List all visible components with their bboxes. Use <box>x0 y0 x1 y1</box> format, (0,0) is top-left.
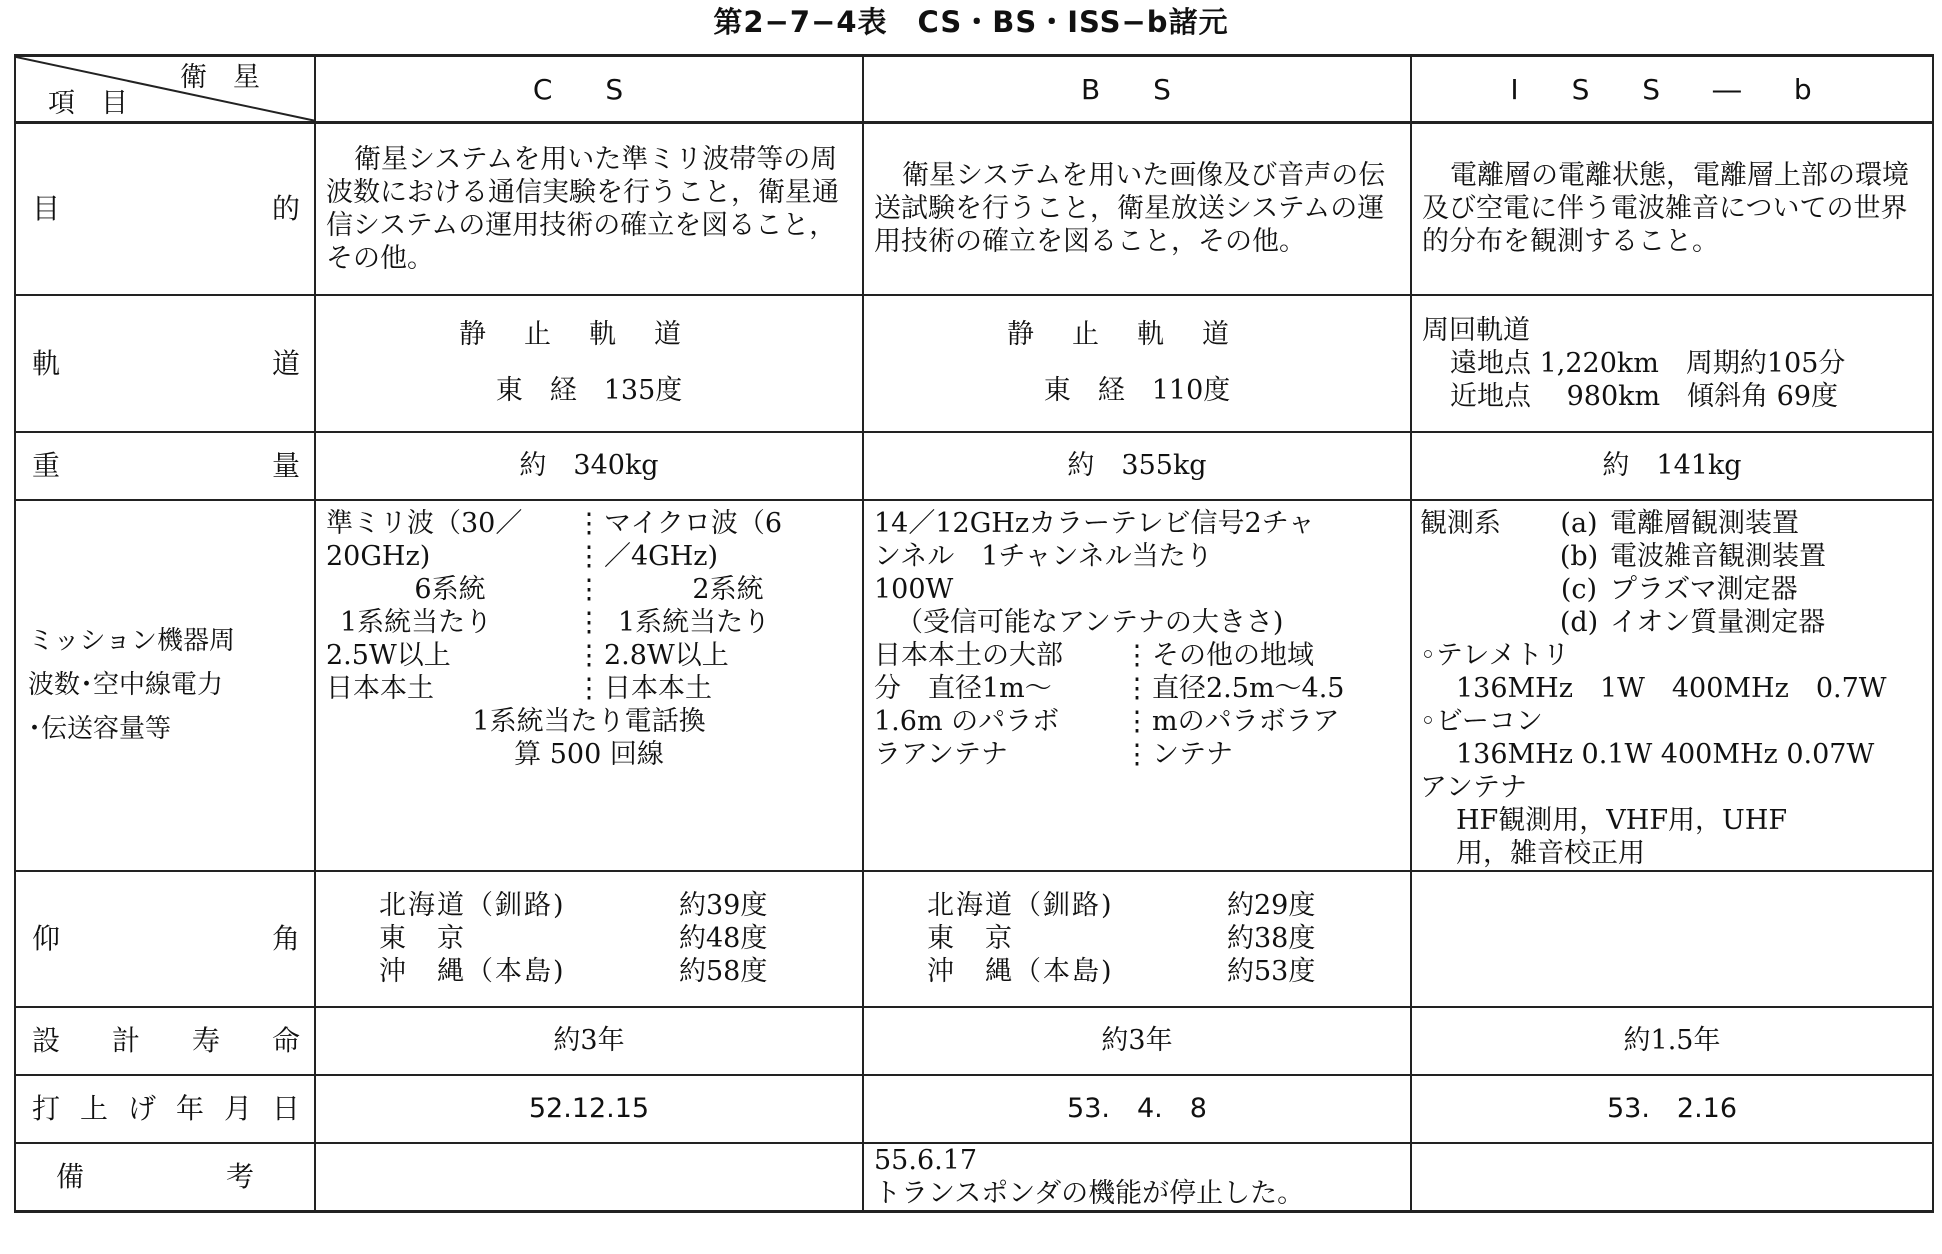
row-label-char: 設 <box>32 1024 61 1057</box>
row-lifetime <box>15 1007 1933 1075</box>
instrument-tag: (d) <box>1559 606 1599 638</box>
row-launch <box>15 1075 1933 1143</box>
header-row <box>15 56 1933 123</box>
instrument-name: プラズマ測定器 <box>1610 573 1798 605</box>
mission-text: 直径2.5m～4.5 <box>1152 672 1345 704</box>
row-remarks <box>15 1143 1933 1212</box>
row-label-elevation <box>15 871 315 1007</box>
row-label-char: 年 <box>175 1092 204 1125</box>
mission-text: 6系統 <box>414 573 486 605</box>
row-orbit <box>15 295 1933 432</box>
mission-text: 2.8W以上 <box>604 639 729 671</box>
obs-label: 観測系 <box>1420 507 1501 539</box>
row-label-char: 軌 <box>32 346 61 380</box>
instrument-tag: (b) <box>1559 540 1599 572</box>
table-title: 第2−7−4表 CS・BS・ISS−b諸元 <box>713 5 1229 39</box>
mission-text: その他の地域 <box>1152 639 1314 671</box>
row-weight <box>15 432 1933 500</box>
orbit-apogee: 遠地点 1,220km 周期約105分 <box>1450 347 1846 379</box>
mission-text: 分 直径1m～ <box>874 672 1052 704</box>
elevation-value: 約48度 <box>679 923 768 954</box>
row-label-mission <box>15 500 315 871</box>
cell-purpose-cs <box>315 123 863 295</box>
orbit-position: 東 経 110度 <box>1043 375 1231 406</box>
mission-text: 1系統当たり <box>340 606 493 638</box>
mission-text: 14／12GHzカラーテレビ信号2チャ <box>874 507 1315 539</box>
cell-purpose-bs <box>863 123 1411 295</box>
cell-remarks-bs <box>863 1143 1411 1212</box>
orbit-type: 周回軌道 <box>1422 314 1530 346</box>
row-label-orbit <box>15 295 315 432</box>
cell-orbit-iss <box>1411 295 1933 432</box>
orbit-type: 静止軌道 <box>459 319 719 350</box>
column-header-iss: I S S ― b <box>1411 56 1933 123</box>
mission-text: ンテナ <box>1152 738 1233 770</box>
mission-text: （受信可能なアンテナの大きさ) <box>896 606 1284 638</box>
mission-text: 算 500 回線 <box>514 738 664 770</box>
cell-launch-bs: 53. 4. 8 <box>863 1075 1411 1143</box>
orbit-type: 静止軌道 <box>1007 319 1267 350</box>
mission-text: 1系統当たり電話換 <box>472 705 706 737</box>
cell-orbit-cs <box>315 295 863 432</box>
row-mission <box>15 500 1933 871</box>
beacon-value: 136MHz 0.1W 400MHz 0.07W <box>1456 738 1875 770</box>
row-label-weight <box>15 432 315 500</box>
cell-launch-cs: 52.12.15 <box>315 1075 863 1143</box>
row-label-char: 的 <box>271 192 300 226</box>
row-label-remarks <box>15 1143 315 1212</box>
remarks-text: トランスポンダの機能が停止した。 <box>874 1177 1305 1209</box>
row-purpose <box>15 123 1933 295</box>
row-label-line: ･伝送容量等 <box>28 714 172 744</box>
cell-text: 衛星システムを用いた準ミリ波帯等の周波数における通信実験を行うこと，衛星通信システムの運用技術の確立を図ること，その他。 <box>326 143 839 274</box>
cell-lifetime-bs: 約3年 <box>863 1007 1411 1075</box>
cell-weight-iss: 約 141kg <box>1411 432 1933 500</box>
telemetry-value: 136MHz 1W 400MHz 0.7W <box>1456 672 1887 704</box>
row-label-purpose <box>15 123 315 295</box>
antenna-value: 用，雑音校正用 <box>1456 837 1645 869</box>
elevation-place: 東 京 <box>379 923 466 954</box>
beacon-label: ◦ビーコン <box>1420 705 1543 737</box>
antenna-value: HF観測用，VHF用，UHF <box>1456 804 1788 836</box>
cell-weight-bs: 約 355kg <box>863 432 1411 500</box>
mission-text: 日本本土 <box>326 672 434 704</box>
mission-text: 日本本土の大部 <box>874 639 1063 671</box>
row-label-char: 重 <box>32 449 61 482</box>
cell-launch-iss: 53. 2.16 <box>1411 1075 1933 1143</box>
row-label-char: 月 <box>223 1092 252 1125</box>
elevation-place: 沖 縄（本島) <box>927 956 1114 987</box>
column-separator: ⋮ ⋮ ⋮ ⋮ ⋮ ⋮ <box>575 507 603 704</box>
column-header-cs: C S <box>315 56 863 123</box>
cell-mission-iss <box>1411 500 1933 871</box>
row-label-launch <box>15 1075 315 1143</box>
mission-text: 100W <box>874 573 954 605</box>
row-label-char: げ <box>127 1092 156 1125</box>
row-label-char: 寿 <box>191 1024 220 1057</box>
elevation-value: 約58度 <box>679 956 768 987</box>
corner-cell <box>15 56 315 123</box>
cell-remarks-iss <box>1411 1143 1933 1212</box>
cell-orbit-bs <box>863 295 1411 432</box>
cell-elevation-cs <box>315 871 863 1007</box>
mission-text: 20GHz) <box>326 540 431 572</box>
mission-text: 準ミリ波（30／ <box>326 507 523 539</box>
instrument-name: 電波雑音観測装置 <box>1610 540 1826 572</box>
elevation-place: 東 京 <box>927 923 1014 954</box>
row-label-char: 備 <box>56 1160 85 1193</box>
remarks-date: 55.6.17 <box>874 1144 978 1176</box>
cell-purpose-iss <box>1411 123 1933 295</box>
elevation-value: 約38度 <box>1227 923 1316 954</box>
instrument-name: イオン質量測定器 <box>1610 606 1826 638</box>
mission-text: マイクロ波（6 <box>604 507 783 539</box>
row-label-char: 角 <box>271 922 300 955</box>
telemetry-label: ◦テレメトリ <box>1420 639 1570 671</box>
orbit-position: 東 経 135度 <box>495 375 683 406</box>
column-header-bs: B S <box>863 56 1411 123</box>
row-label-char: 命 <box>271 1024 300 1057</box>
mission-text: 2.5W以上 <box>326 639 451 671</box>
cell-lifetime-iss: 約1.5年 <box>1411 1007 1933 1075</box>
row-label-line: ミッション機器周 <box>28 626 235 656</box>
mission-text: ンネル 1チャンネル当たり <box>874 540 1213 572</box>
elevation-place: 北海道（釧路) <box>379 890 566 921</box>
cell-elevation-iss <box>1411 871 1933 1007</box>
mission-text: 1系統当たり <box>618 606 771 638</box>
elevation-place: 沖 縄（本島) <box>379 956 566 987</box>
cell-text: 電離層の電離状態，電離層上部の環境及び空電に伴う電波雑音についての世界的分布を観測すること。 <box>1422 160 1909 258</box>
instrument-name: 電離層観測装置 <box>1610 507 1799 539</box>
cell-weight-cs: 約 340kg <box>315 432 863 500</box>
row-label-char: 道 <box>271 346 300 380</box>
row-label-lifetime <box>15 1007 315 1075</box>
row-label-line: 波数･空中線電力 <box>28 670 224 700</box>
elevation-value: 約53度 <box>1227 956 1316 987</box>
spec-table <box>14 54 1934 1213</box>
elevation-value: 約39度 <box>679 890 768 921</box>
mission-text: 日本本土 <box>604 672 712 704</box>
row-label-char: 上 <box>79 1092 108 1125</box>
row-label-char: 目 <box>32 192 61 226</box>
row-label-char: 計 <box>111 1024 140 1057</box>
row-label-char: 考 <box>225 1160 254 1193</box>
row-label-char: 量 <box>271 449 300 482</box>
mission-text: ／4GHz) <box>604 540 719 572</box>
cell-text: 衛星システムを用いた画像及び音声の伝送試験を行うこと，衛星放送システムの運用技術の確立を図ること，その他。 <box>874 160 1386 258</box>
cell-remarks-cs <box>315 1143 863 1212</box>
instrument-tag: (a) <box>1560 507 1598 539</box>
elevation-place: 北海道（釧路) <box>927 890 1114 921</box>
instrument-tag: (c) <box>1560 573 1598 605</box>
corner-top-label: 衛星 <box>180 62 286 93</box>
column-separator: ⋮ ⋮ ⋮ ⋮ <box>1123 639 1151 770</box>
elevation-value: 約29度 <box>1227 890 1316 921</box>
mission-text: 2系統 <box>692 573 764 605</box>
cell-elevation-bs <box>863 871 1411 1007</box>
cell-mission-cs <box>315 500 863 871</box>
mission-text: mのパラボラア <box>1152 705 1340 737</box>
row-label-char: 打 <box>32 1092 61 1125</box>
orbit-perigee: 近地点 980km 傾斜角 69度 <box>1450 380 1839 412</box>
row-label-char: 仰 <box>32 922 61 955</box>
corner-bottom-label: 項目 <box>48 88 154 119</box>
row-elevation <box>15 871 1933 1007</box>
cell-lifetime-cs: 約3年 <box>315 1007 863 1075</box>
row-label-char: 日 <box>271 1092 300 1125</box>
cell-mission-bs <box>863 500 1411 871</box>
antenna-label: アンテナ <box>1420 771 1527 803</box>
mission-text: 1.6m のパラボ <box>874 705 1060 737</box>
mission-text: ラアンテナ <box>874 738 1008 770</box>
